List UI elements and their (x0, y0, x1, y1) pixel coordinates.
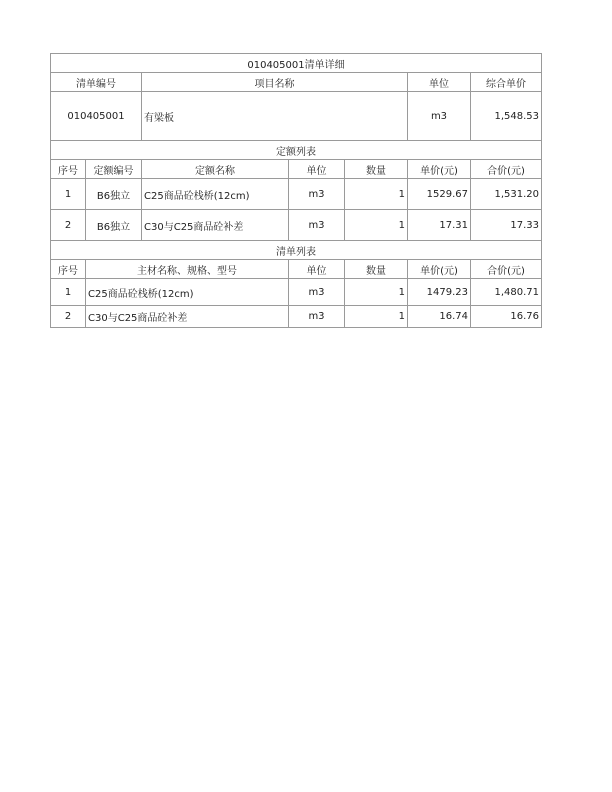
title-row (51, 54, 542, 73)
materials-qty: 1 (345, 279, 408, 306)
quota-header-row (51, 160, 542, 179)
quota-total: 1,531.20 (471, 179, 542, 210)
materials-name: C30与C25商品砼补差 (86, 306, 289, 328)
materials-total-header: 合价(元) (471, 260, 542, 279)
quota-unit-price-header: 单价(元) (408, 160, 471, 179)
quota-name: C30与C25商品砼补差 (142, 210, 289, 241)
materials-unit: m3 (289, 279, 345, 306)
quota-no: 2 (51, 210, 86, 241)
materials-total: 16.76 (471, 306, 542, 328)
quota-total: 17.33 (471, 210, 542, 241)
materials-unit: m3 (289, 306, 345, 328)
materials-section-row (51, 241, 542, 260)
materials-header-row (51, 260, 542, 279)
materials-unit-price-header: 单价(元) (408, 260, 471, 279)
table-row (51, 306, 542, 328)
quota-name-header: 定额名称 (142, 160, 289, 179)
quota-no: 1 (51, 179, 86, 210)
materials-no: 2 (51, 306, 86, 328)
table-row (51, 179, 542, 210)
quota-no-header: 序号 (51, 160, 86, 179)
bill-price: 1,548.53 (471, 92, 542, 141)
page-title: 010405001清单详细 (51, 54, 542, 73)
materials-qty-header: 数量 (345, 260, 408, 279)
bill-unit-header: 单位 (408, 73, 471, 92)
quota-unit-price: 1529.67 (408, 179, 471, 210)
bill-name-header: 项目名称 (142, 73, 408, 92)
quota-unit-price: 17.31 (408, 210, 471, 241)
materials-name-header: 主材名称、规格、型号 (86, 260, 289, 279)
bill-row (51, 92, 542, 141)
quota-unit: m3 (289, 210, 345, 241)
quota-section-title: 定额列表 (51, 141, 542, 160)
quota-qty: 1 (345, 210, 408, 241)
quota-total-header: 合价(元) (471, 160, 542, 179)
materials-unit-price: 16.74 (408, 306, 471, 328)
bill-name: 有梁板 (142, 92, 408, 141)
materials-no-header: 序号 (51, 260, 86, 279)
quota-code: B6独立 (86, 210, 142, 241)
quota-name: C25商品砼栈桥(12cm) (142, 179, 289, 210)
table-row (51, 279, 542, 306)
materials-no: 1 (51, 279, 86, 306)
bill-detail-table (50, 53, 542, 328)
bill-price-header: 综合单价 (471, 73, 542, 92)
bill-code-header: 清单编号 (51, 73, 142, 92)
bill-code: 010405001 (51, 92, 142, 141)
quota-qty: 1 (345, 179, 408, 210)
materials-qty: 1 (345, 306, 408, 328)
materials-name: C25商品砼栈桥(12cm) (86, 279, 289, 306)
quota-code-header: 定额编号 (86, 160, 142, 179)
materials-unit-price: 1479.23 (408, 279, 471, 306)
bill-unit: m3 (408, 92, 471, 141)
quota-code: B6独立 (86, 179, 142, 210)
quota-unit-header: 单位 (289, 160, 345, 179)
quota-section-row (51, 141, 542, 160)
table-row (51, 210, 542, 241)
materials-section-title: 清单列表 (51, 241, 542, 260)
quota-qty-header: 数量 (345, 160, 408, 179)
materials-unit-header: 单位 (289, 260, 345, 279)
bill-header-row (51, 73, 542, 92)
quota-unit: m3 (289, 179, 345, 210)
materials-total: 1,480.71 (471, 279, 542, 306)
